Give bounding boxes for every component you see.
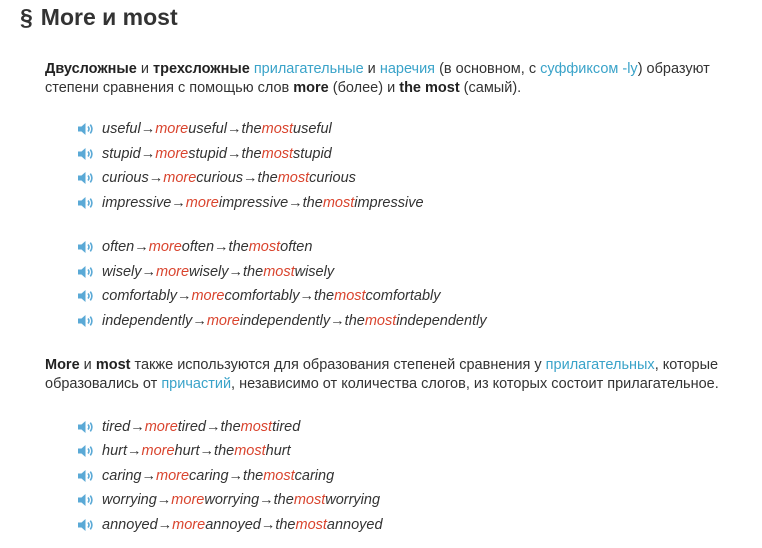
superlative-word: caring	[294, 468, 335, 484]
base-word: often	[102, 239, 135, 255]
arrow-symbol: →	[299, 288, 314, 304]
most-word: most	[263, 468, 295, 484]
example-row	[76, 490, 380, 510]
comparative-word: worrying	[204, 492, 260, 508]
arrow-symbol: →	[134, 239, 149, 255]
example-row	[76, 119, 332, 139]
the-word: the	[313, 288, 335, 304]
most-word: most	[261, 121, 294, 137]
base-word: annoyed	[102, 517, 158, 533]
arrow-symbol: →	[156, 492, 172, 508]
superlative-word: comfortably	[365, 288, 441, 304]
arrow-symbol: →	[141, 468, 156, 484]
more-word: more	[155, 146, 189, 162]
base-word: independently	[102, 313, 193, 329]
intro-text: ) образуют степени сравнения с помощью слов	[45, 61, 710, 96]
most-word: most	[364, 313, 397, 329]
speaker-icon[interactable]	[76, 170, 96, 186]
speaker-icon[interactable]	[76, 146, 96, 162]
comparative-word: independently	[239, 313, 331, 329]
speaker-icon[interactable]	[76, 288, 96, 304]
comparative-word: annoyed	[205, 517, 261, 533]
intro-text: (в основном, с	[435, 61, 541, 77]
base-word: worrying	[102, 492, 157, 508]
para-text: , независимо от количества слогов, из которых состоит прилагательное.	[231, 376, 719, 392]
the-word: the	[241, 146, 262, 162]
superlative-word: independently	[396, 313, 487, 329]
comparative-word: tired	[177, 419, 206, 435]
arrow-symbol: →	[228, 264, 244, 280]
link-adjectives-2[interactable]: прилагательных	[545, 357, 655, 373]
arrow-symbol: →	[228, 468, 244, 484]
more-word: more	[155, 121, 189, 137]
para-text: и	[79, 357, 96, 373]
more-word: more	[155, 264, 190, 280]
arrow-symbol: →	[243, 170, 258, 186]
the-word: the	[275, 517, 296, 533]
example-row	[76, 168, 356, 188]
most-word: most	[334, 288, 366, 304]
superlative-word: stupid	[293, 146, 332, 162]
link-adjectives[interactable]: прилагательные	[253, 61, 364, 77]
the-word: the	[243, 468, 264, 484]
most-word: most	[248, 239, 281, 255]
arrow-symbol: →	[259, 492, 274, 508]
arrow-symbol: →	[141, 264, 156, 280]
base-word: wisely	[102, 264, 142, 280]
speaker-icon[interactable]	[76, 468, 96, 484]
comparative-word: stupid	[188, 146, 227, 162]
base-word: caring	[102, 468, 142, 484]
the-word: the	[241, 121, 262, 137]
intro-paragraph	[45, 60, 760, 98]
speaker-icon[interactable]	[76, 443, 96, 459]
more-word: more	[156, 468, 190, 484]
superlative-word: hurt	[265, 443, 291, 459]
arrow-symbol: →	[205, 419, 221, 435]
arrow-symbol: →	[214, 239, 229, 255]
intro-word: трехсложные	[153, 61, 250, 77]
intro-word: Двусложные	[45, 61, 137, 77]
para-word: most	[95, 357, 131, 373]
intro-text: и	[136, 61, 153, 77]
superlative-word: curious	[309, 170, 356, 186]
example-row	[76, 193, 424, 213]
base-word: stupid	[102, 146, 141, 162]
most-word: most	[263, 264, 295, 280]
the-word: the	[302, 195, 323, 211]
base-word: hurt	[102, 443, 127, 459]
base-word: comfortably	[102, 288, 177, 304]
more-word: more	[141, 443, 175, 459]
arrow-symbol: →	[288, 195, 303, 211]
most-word: most	[293, 492, 326, 508]
speaker-icon[interactable]	[76, 419, 96, 435]
example-row	[76, 286, 441, 306]
speaker-icon[interactable]	[76, 121, 96, 137]
superlative-word: impressive	[354, 195, 424, 211]
comparative-word: comfortably	[224, 288, 300, 304]
the-word: the	[257, 170, 278, 186]
more-word: more	[172, 517, 206, 533]
comparative-word: useful	[188, 121, 227, 137]
second-paragraph	[45, 356, 760, 394]
arrow-symbol: →	[176, 288, 192, 304]
intro-text: и	[363, 61, 380, 77]
superlative-word: wisely	[294, 264, 335, 280]
arrow-symbol: →	[171, 195, 186, 211]
superlative-word: annoyed	[326, 517, 383, 533]
example-row	[76, 237, 312, 257]
the-word: the	[344, 313, 365, 329]
intro-word: more	[293, 80, 329, 96]
more-word: more	[148, 239, 182, 255]
comparative-word: often	[181, 239, 215, 255]
example-row	[76, 466, 334, 486]
arrow-symbol: →	[192, 313, 207, 329]
example-row	[76, 441, 291, 461]
intro-word: the most	[399, 80, 460, 96]
comparative-word: wisely	[189, 264, 229, 280]
intro-text: (самый).	[459, 80, 522, 96]
arrow-symbol: →	[330, 313, 345, 329]
the-word: the	[228, 239, 249, 255]
more-word: more	[163, 170, 197, 186]
arrow-symbol: →	[260, 517, 276, 533]
more-word: more	[144, 419, 178, 435]
para-word: More	[45, 357, 80, 373]
more-word: more	[206, 313, 240, 329]
link-participles[interactable]: причастий	[161, 376, 232, 392]
example-row	[76, 417, 300, 437]
section-sign: §	[20, 3, 33, 30]
comparative-word: curious	[196, 170, 244, 186]
arrow-symbol: →	[130, 419, 145, 435]
arrow-symbol: →	[140, 121, 156, 137]
speaker-icon[interactable]	[76, 313, 96, 329]
link-suffix-ly[interactable]: суффиксом -ly	[540, 61, 638, 77]
example-row	[76, 311, 487, 331]
page-title	[20, 2, 178, 32]
most-word: most	[295, 517, 327, 533]
para-text: также используются для образования степеней сравнения у	[130, 357, 546, 373]
comparative-word: hurt	[174, 443, 200, 459]
speaker-icon[interactable]	[76, 492, 96, 508]
arrow-symbol: →	[127, 443, 142, 459]
the-word: the	[214, 443, 235, 459]
speaker-icon[interactable]	[76, 264, 96, 280]
most-word: most	[240, 419, 273, 435]
example-row	[76, 144, 332, 164]
arrow-symbol: →	[148, 170, 164, 186]
link-adverbs[interactable]: наречия	[379, 61, 436, 77]
arrow-symbol: →	[199, 443, 215, 459]
the-word: the	[243, 264, 264, 280]
the-word: the	[273, 492, 294, 508]
most-word: most	[277, 170, 310, 186]
base-word: tired	[102, 419, 131, 435]
comparative-word: impressive	[218, 195, 289, 211]
most-word: most	[261, 146, 294, 162]
arrow-symbol: →	[157, 517, 173, 533]
superlative-word: useful	[293, 121, 332, 137]
arrow-symbol: →	[140, 146, 156, 162]
speaker-icon[interactable]	[76, 517, 96, 533]
most-word: most	[234, 443, 266, 459]
superlative-word: often	[280, 239, 313, 255]
arrow-symbol: →	[226, 121, 242, 137]
comparative-word: caring	[189, 468, 229, 484]
speaker-icon[interactable]	[76, 239, 96, 255]
most-word: most	[322, 195, 355, 211]
more-word: more	[185, 195, 219, 211]
title-text: More и most	[40, 3, 178, 30]
superlative-word: worrying	[325, 492, 381, 508]
arrow-symbol: →	[226, 146, 242, 162]
base-word: impressive	[102, 195, 172, 211]
more-word: more	[171, 492, 205, 508]
example-row	[76, 262, 334, 282]
the-word: the	[220, 419, 241, 435]
speaker-icon[interactable]	[76, 195, 96, 211]
more-word: more	[191, 288, 225, 304]
base-word: useful	[102, 121, 141, 137]
base-word: curious	[102, 170, 149, 186]
superlative-word: tired	[272, 419, 301, 435]
para-text: , которые образовались от	[45, 357, 719, 392]
intro-text: (более) и	[328, 80, 400, 96]
example-row	[76, 515, 383, 535]
